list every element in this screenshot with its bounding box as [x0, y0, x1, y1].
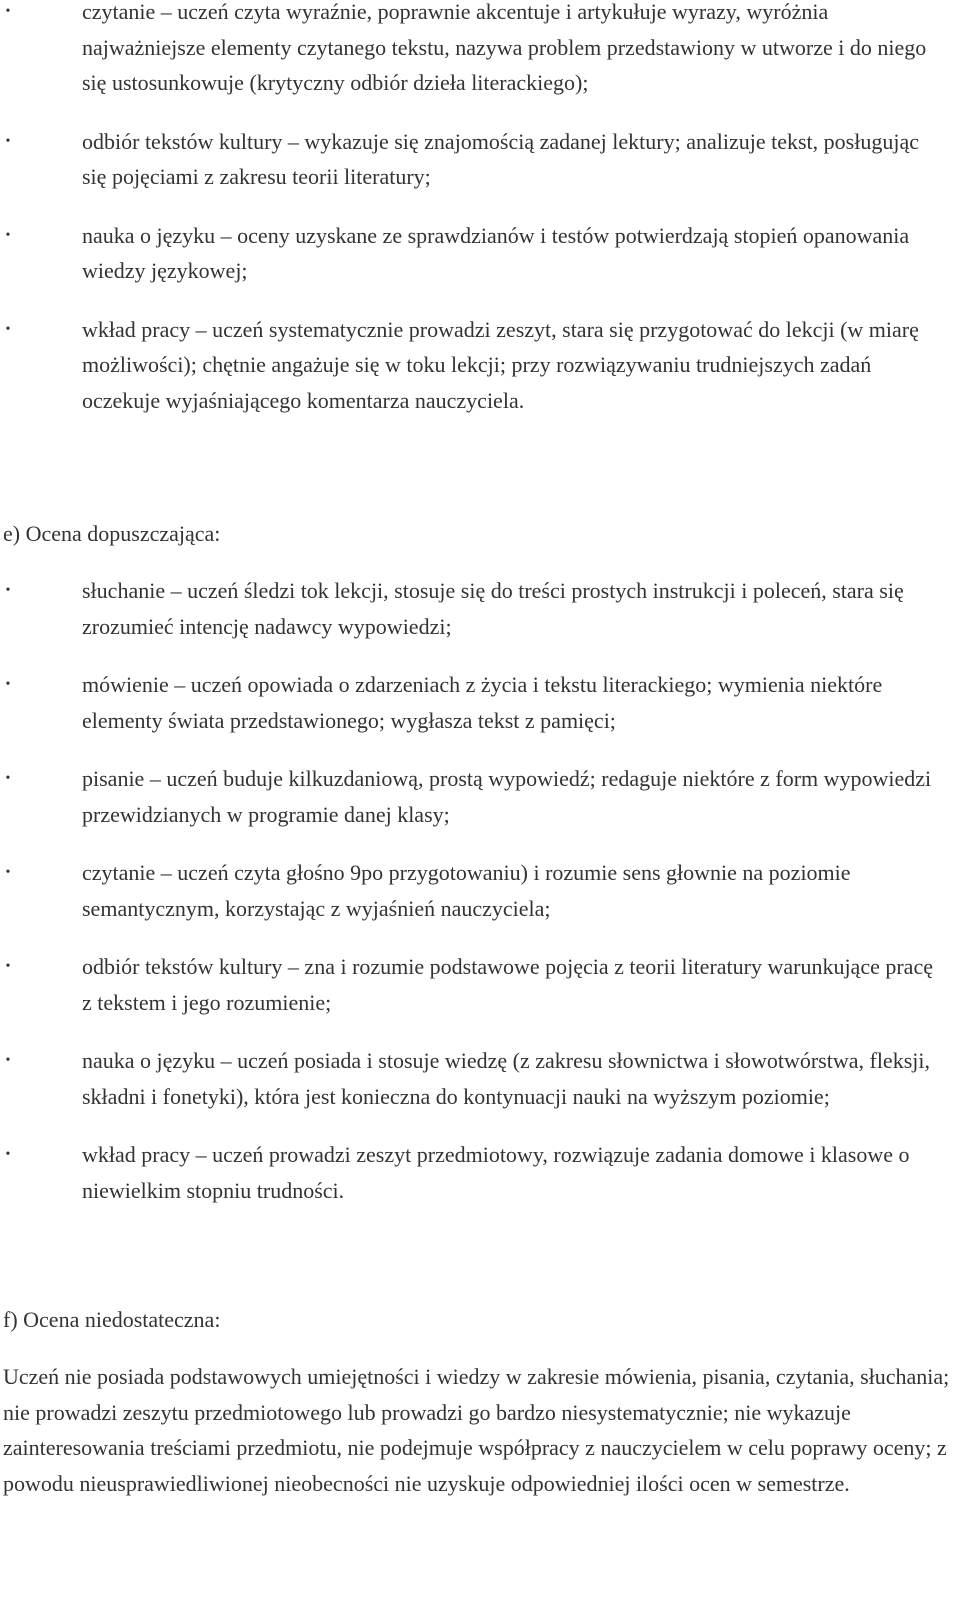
- list-item: [0, 218, 960, 289]
- list-item-text: czytanie – uczeń czyta głośno 9po przygotowaniu) i rozumie sens głownie na poziomie semantycznym, korzystając z wyjaśnień nauczyciela;: [82, 860, 851, 921]
- bullet-icon: •: [5, 321, 11, 337]
- list-item-text: wkład pracy – uczeń prowadzi zeszyt przedmiotowy, rozwiązuje zadania domowe i klasowe o niewielkim stopniu trudności.: [82, 1142, 910, 1203]
- bullet-icon: •: [5, 227, 11, 243]
- bullet-icon: •: [5, 865, 11, 880]
- list-item-text: odbiór tekstów kultury – wykazuje się znajomością zadanej lektury; analizuje tekst, posługując się pojęciami z zakresu teorii literatury;: [82, 128, 919, 189]
- list-item-text: odbiór tekstów kultury – zna i rozumie podstawowe pojęcia z teorii literatury warunkujące pracę z tekstem i jego rozumienie;: [82, 954, 933, 1015]
- list-item: [0, 949, 960, 1020]
- insufficient-grade-description: Uczeń nie posiada podstawowych umiejętności i wiedzy w zakresie mówienia, pisania, czytania, słuchania; nie prowadzi zeszytu przedmiotowego lub prowadzi go bardzo niesystematycznie; nie wykazuje zainteresowania treściami przedmiotu, nie podejmuje współpracy z nauczycielem w celu poprawy oceny; z powodu nieusprawiedliwionej nieobecności nie uzyskuje odpowiedniej ilości ocen w semestrze.: [3, 1364, 950, 1496]
- list-item: [0, 761, 960, 832]
- section-heading-sufficient: e) Ocena dopuszczająca:: [3, 521, 221, 546]
- list-item: [0, 1137, 960, 1208]
- bullet-icon: •: [5, 133, 11, 149]
- list-item-text: mówienie – uczeń opowiada o zdarzeniach z życia i tekstu literackiego; wymienia niektóre elementy świata przedstawionego; wygłasza tekst z pamięci;: [82, 672, 883, 733]
- criteria-list-sufficient: [0, 573, 960, 1208]
- list-item-text: słuchanie – uczeń śledzi tok lekcji, stosuje się do treści prostych instrukcji i poleceń, stara się zrozumieć intencję nadawcy wypowiedzi;: [82, 578, 904, 639]
- bullet-icon: •: [5, 4, 11, 19]
- bullet-icon: •: [5, 1053, 11, 1068]
- list-item: [0, 312, 960, 419]
- list-item-text: wkład pracy – uczeń systematycznie prowadzi zeszyt, stara się przygotować do lekcji (w miarę możliwości); chętnie angażuje się w toku lekcji; przy rozwiązywaniu trudniejszych zadań oczekuje wyjaśniającego komentarza nauczyciela.: [82, 316, 919, 413]
- bullet-icon: •: [5, 1147, 11, 1162]
- list-item: [0, 0, 960, 101]
- criteria-list-previous-grade: [0, 0, 960, 418]
- list-item-text: nauka o języku – uczeń posiada i stosuje wiedzę (z zakresu słownictwa i słowotwórstwa, fleksji, składni i fonetyki), która jest konieczna do kontynuacji nauki na wyższym poziomie;: [82, 1048, 930, 1109]
- list-item: [0, 667, 960, 738]
- list-item-text: czytanie – uczeń czyta wyraźnie, poprawnie akcentuje i artykułuje wyrazy, wyróżnia najważniejsze elementy czytanego tekstu, nazywa problem przedstawiony w utworze i do niego się ustosunkowuje (krytyczny odbiór dzieła literackiego);: [82, 0, 927, 95]
- list-item-text: pisanie – uczeń buduje kilkuzdaniową, prostą wypowiedź; redaguje niektóre z form wypowiedzi przewidzianych w programie danej klasy;: [82, 766, 932, 827]
- bullet-icon: •: [5, 959, 11, 974]
- section-heading-insufficient: f) Ocena niedostateczna:: [3, 1307, 221, 1332]
- bullet-icon: •: [5, 677, 11, 692]
- list-item: [0, 1043, 960, 1114]
- list-item: [0, 124, 960, 195]
- list-item: [0, 573, 960, 644]
- list-item: [0, 855, 960, 926]
- list-item-text: nauka o języku – oceny uzyskane ze sprawdzianów i testów potwierdzają stopień opanowania wiedzy językowej;: [82, 222, 910, 283]
- bullet-icon: •: [5, 583, 11, 598]
- bullet-icon: •: [5, 771, 11, 786]
